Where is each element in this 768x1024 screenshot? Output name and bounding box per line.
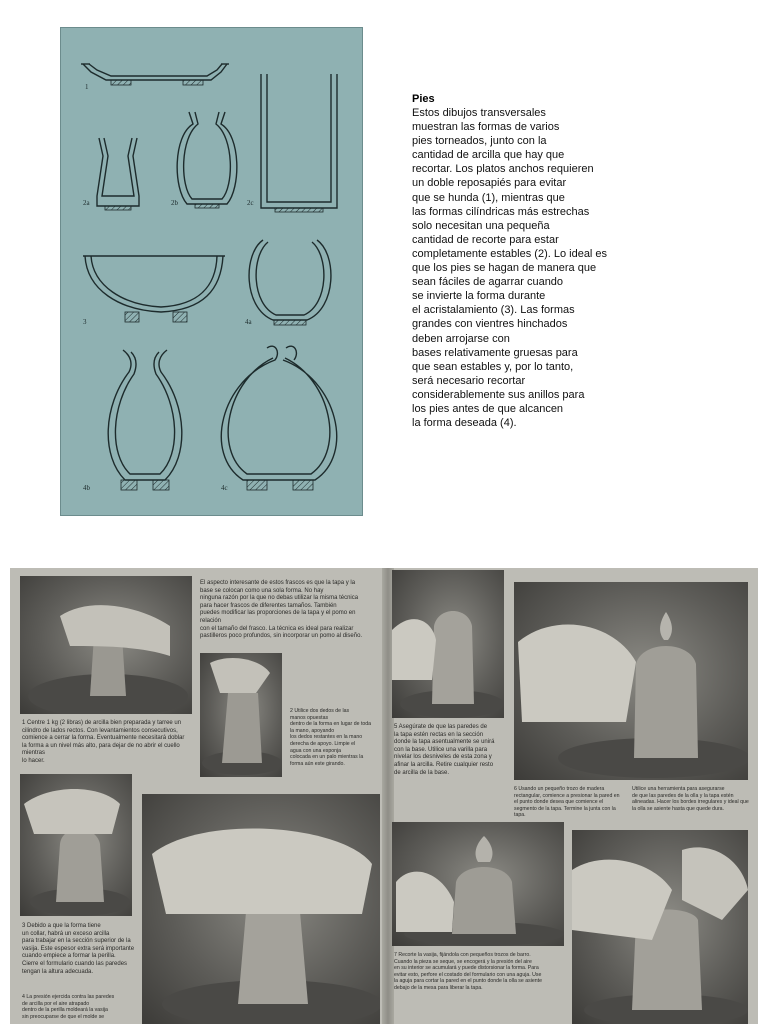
caption-step-6: 6 Usando un pequeño trozo de madera rectangular, comience a presionar la pared en el punto donde desea que comience el segmento de la tapa. Termine la junta con la tapa. (514, 786, 620, 819)
needle-cutting-illustration (572, 830, 748, 1024)
figure-label: 2c (247, 199, 254, 207)
caption-step-1: 1 Centre 1 kg (2 libras) de arcilla bien preparada y tarree un cilindro de lados rectos. Con levantamientos consecutivos, comience a cerrar la forma. Eventualmente necesitará doblar la forma a un nivel más alto, para dejar de no abrir el cuello mientras lo hacer. (22, 720, 185, 764)
figure-label: 2a (83, 199, 90, 207)
photo-lid-segment (514, 582, 748, 780)
article-title: Pies (412, 93, 435, 105)
hands-on-wheel-illustration (20, 576, 192, 714)
photo-centering-clay (20, 576, 192, 714)
photo-forming-knob (142, 794, 380, 1024)
caption-step-3: 3 Debido a que la forma tiene un collar, habrá un exceso arcilla para trabajar en la sección superior de la vasija. Este espesor extra será importante cuando empiece a formar la perilla. Cierre el formulario cuando las paredes tengan la altura adecuada. (22, 923, 135, 975)
cross-section-diagram-plate (60, 27, 363, 516)
section-3-bowl (83, 256, 225, 322)
section-2a-vase (97, 138, 139, 210)
section-1-plate (81, 64, 229, 85)
photo-trimming (392, 822, 564, 946)
trimming-lid-illustration (392, 822, 564, 946)
figure-label: 4a (245, 318, 252, 326)
caption-tool-alignment: Utilice una herramienta para asegurarse de que las paredes de la olla y la tapa estén alineadas. Hacer los bordes irregulares y ideal que la olla se asiente hasta que quede dura. (632, 786, 749, 812)
figure-label: 3 (83, 318, 87, 326)
caption-step-5: 5 Asegúrate de que las paredes de la tapa estén rectas en la sección donde la tapa asentualmente se unirá con la base. Utilice una varilla para nivelar los desniveles de esta zona y afinar la arcilla. Retire cualquier resto de arcilla de la base. (394, 724, 495, 776)
photo-needle-release (572, 830, 748, 1024)
figure-label: 2b (171, 199, 178, 207)
section-2b-vase (177, 112, 237, 208)
photo-straight-walls (392, 570, 504, 718)
caption-step-4: 4 La presión ejercida contra las paredes de arcilla por el aire atrapado dentro de la perilla moldeará la vasija sin preocuparse de que el molde se (22, 994, 115, 1020)
section-4a-round-pot (249, 240, 331, 325)
caption-step-7: 7 Recorte la vasija, fijándola con pequeños trozos de barro. Cuando la pieza se seque, se encogerá y la presión del aire en su interior se acumulará y puede distorsionar la forma. Para evitar esto, perfore el costado del formulario con una aguja. Use la aguja para cortar la pared en el punto donde la olla se asiente debajo de la mesa para liberar la tapa. (394, 952, 542, 991)
caption-step-2: 2 Utilice dos dedos de las manos opuestas dentro de la forma en lugar de toda la mano, apoyando los dedos restantes en la mano derecha de apoyo. Limpie el agua con una esponja colocada en un palo mientras la forma aún este girando. (290, 708, 372, 767)
section-4c-big-pot (221, 346, 336, 490)
hands-closing-pot-illustration (20, 774, 132, 916)
section-4b-bottle (108, 350, 182, 490)
figure-label: 4c (221, 484, 228, 492)
knob-forming-illustration (142, 794, 380, 1024)
lid-walls-illustration (392, 570, 504, 718)
photo-two-fingers (200, 653, 282, 777)
article-body: Estos dibujos transversales muestran las formas de varios pies torneados, junto con la cantidad de arcilla que hay que recortar. Los platos anchos requieren un doble reposapiés para evitar que se hunda (1), mientras que las formas cilíndricas más estrechas solo necesitan una pequeña cantidad de recorte para estar completamente estables (2). Lo ideal es que los pies se hagan de manera que sean fáciles de agarrar cuando se invierte la forma durante el acristalamiento (3). Las formas grandes con vientres hinchados deben arrojarse con bases relativamente gruesas para que sean estables y, por lo tanto, será necesario recortar considerablemente sus anillos para los pies antes de que alcancen la forma deseada (4). (412, 107, 608, 430)
pottery-book-spread (10, 568, 758, 1024)
fingers-in-pot-illustration (200, 653, 282, 777)
jar-with-knob-illustration (514, 582, 748, 780)
figure-label: 4b (83, 484, 90, 492)
photo-closing-form (20, 774, 132, 916)
pot-foot-cross-sections (61, 28, 364, 517)
article-text-column (412, 92, 652, 430)
figure-label: 1 (85, 83, 89, 91)
section-2c-cylinder (261, 74, 337, 212)
caption-intro: El aspecto interesante de estos frascos es que la tapa y la base se colocan como una sola forma. No hay ninguna razón por la que no debas utilizar la misma técnica para hacer frascos de diferentes tamaños. También puedes modificar las proporciones de la tapa y el pomo en relación con el tamaño del frasco. La técnica es ideal para realizar pastilleros poco profundos, sin incorporar un pomo al diseño. (200, 580, 363, 640)
